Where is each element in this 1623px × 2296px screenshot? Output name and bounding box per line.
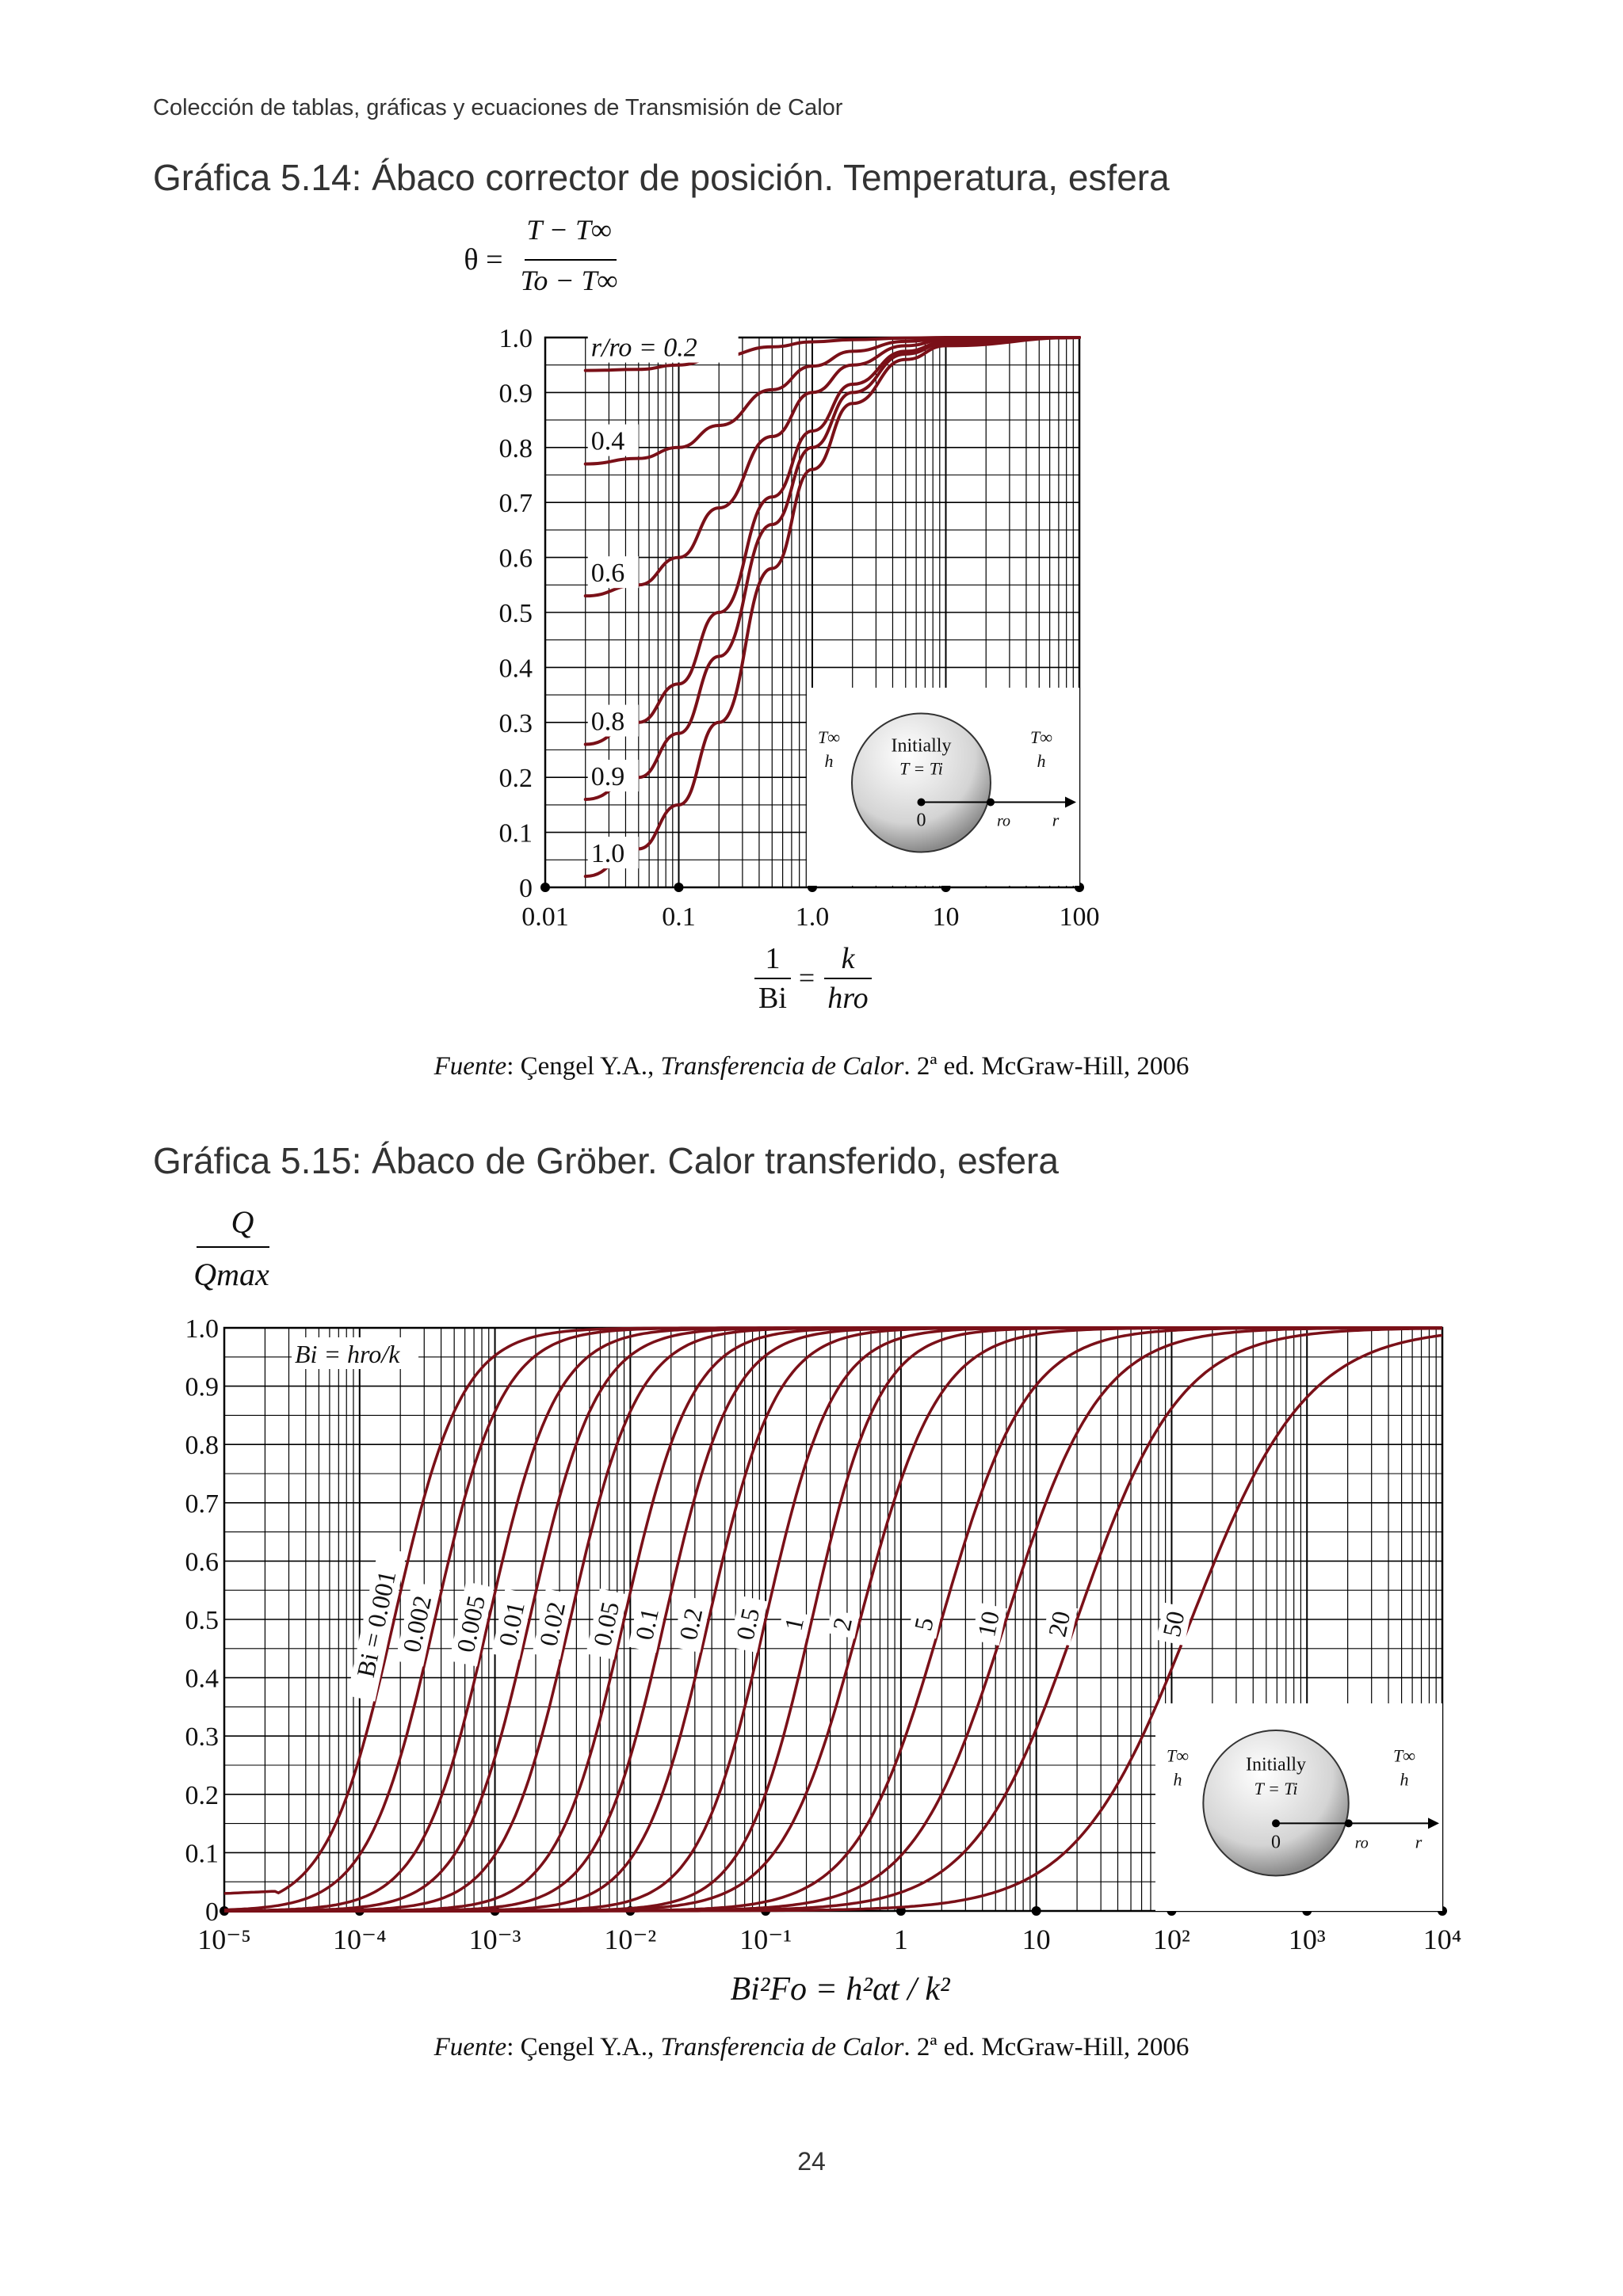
source-author: Çengel Y.A., — [520, 1052, 655, 1081]
page-number: 24 — [797, 2147, 826, 2176]
curve-label-group — [970, 1602, 1006, 1646]
y-tick-label: 0 — [205, 1897, 219, 1927]
y-tick-label: 1.0 — [185, 1314, 219, 1344]
curve-label-bi: 0.02 — [533, 1599, 571, 1649]
x-tick-label: 10 — [932, 902, 960, 932]
y-tick-label: 0.7 — [498, 489, 533, 519]
curve-label-r: 0.8 — [590, 707, 625, 737]
curve-label-bi: 5 — [908, 1615, 939, 1634]
curve-label-bi: Bi = 0.001 — [350, 1568, 402, 1680]
curve-label-bi: 20 — [1042, 1608, 1076, 1640]
source-label: Fuente — [433, 2033, 507, 2061]
curve-label-bi: 0.2 — [673, 1605, 708, 1643]
inset-ro-label: ro — [1354, 1834, 1369, 1852]
xlabel-bi: Bi — [758, 982, 787, 1015]
inset-t-equals-ti: T = Ti — [899, 758, 943, 779]
inset-r-label: r — [1052, 810, 1060, 830]
curve-label-group — [907, 1609, 941, 1638]
curve-label-bi: 0.005 — [450, 1592, 491, 1655]
curve-r-0.8 — [586, 338, 1079, 745]
source-book: Transferencia de Calor — [660, 1052, 904, 1081]
xlabel-one: 1 — [765, 942, 781, 975]
legend-bi-label: Bi = hro/k — [295, 1340, 400, 1368]
y-tick-label: 0.3 — [185, 1722, 219, 1753]
x-tick-label: 1 — [893, 1924, 908, 1955]
y-tick-label: 0.1 — [185, 1839, 219, 1869]
figure-title: Gráfica 5.14: Ábaco corrector de posición. Temperatura, esfera — [153, 157, 1170, 198]
inset-ro-label: ro — [996, 812, 1011, 830]
inset-origin-zero: 0 — [1271, 1832, 1281, 1853]
x-axis-label: Bi²Fo = h²αt / k² — [730, 1971, 950, 2008]
chart-grober-heat — [0, 1196, 1623, 2008]
inset-origin-zero: 0 — [916, 810, 926, 831]
x-tick-label: 10⁻¹ — [739, 1924, 792, 1955]
y-tick-label: 0.6 — [498, 543, 533, 574]
source-book: Transferencia de Calor — [660, 2033, 904, 2061]
y-tick-label: 0.9 — [498, 379, 533, 409]
y-tick-label: 0.4 — [498, 654, 533, 684]
sphere-shape — [852, 714, 991, 852]
figure-source: Fuente: Çengel Y.A., Transferencia de Calor. 2ª ed. McGraw-Hill, 2006 — [433, 1052, 1190, 1081]
xlabel-hro: hro — [827, 982, 869, 1015]
curve-label-bi: 0.05 — [587, 1599, 625, 1649]
x-tick-label: 10⁴ — [1423, 1924, 1462, 1955]
y-tick-label: 0.6 — [185, 1547, 219, 1577]
inset-h-right: h — [1037, 751, 1046, 771]
sphere-shape — [1203, 1730, 1348, 1875]
inset-initially: Initially — [1246, 1754, 1307, 1775]
curve-label-bi: 0.1 — [629, 1605, 664, 1643]
curve-label-r: r/ro = 0.2 — [590, 333, 697, 363]
inset-h-left: h — [824, 751, 834, 771]
ylabel-q: Q — [231, 1204, 254, 1240]
source-label: Fuente — [433, 1052, 507, 1081]
ylabel-theta: θ = — [464, 243, 503, 277]
x-tick-label: 10⁻³ — [468, 1924, 521, 1955]
inset-h-left: h — [1173, 1769, 1182, 1790]
inset-t-inf-right: T∞ — [1030, 727, 1052, 747]
inset-t-inf-right: T∞ — [1393, 1745, 1415, 1766]
x-tick-label: 1.0 — [795, 902, 830, 932]
y-tick-label: 0.5 — [185, 1606, 219, 1635]
x-tick-label: 10⁻⁴ — [332, 1924, 387, 1955]
x-tick-label: 10² — [1153, 1924, 1190, 1955]
x-tick-label: 10⁻² — [604, 1924, 657, 1955]
inset-r-label: r — [1415, 1832, 1423, 1852]
inset-t-inf-left: T∞ — [1167, 1745, 1189, 1766]
x-tick-mark — [540, 883, 550, 892]
curve-label-bi: 1 — [778, 1615, 810, 1634]
curve-label-group — [826, 1609, 859, 1638]
curve-label-bi: 0.5 — [730, 1605, 766, 1643]
curve-label-group — [671, 1596, 711, 1653]
ylabel-qmax: Qmax — [193, 1257, 269, 1292]
figure-source: Fuente: Çengel Y.A., Transferencia de Calor. 2ª ed. McGraw-Hill, 2006 — [433, 2033, 1190, 2061]
curve-label-r: 0.4 — [590, 426, 625, 456]
y-tick-label: 0 — [519, 874, 533, 903]
source-author: Çengel Y.A., — [520, 2033, 655, 2061]
inset-t-inf-left: T∞ — [818, 727, 840, 747]
y-tick-label: 0.8 — [185, 1431, 219, 1461]
ylabel-denominator: To − T∞ — [520, 265, 618, 296]
y-tick-label: 1.0 — [498, 324, 533, 353]
curve-label-group — [1155, 1602, 1192, 1646]
y-tick-label: 0.2 — [185, 1780, 219, 1810]
y-tick-label: 0.8 — [498, 433, 533, 463]
chart-position-correction — [0, 206, 1623, 1030]
inset-h-right: h — [1400, 1769, 1409, 1790]
x-tick-label: 10⁻⁵ — [197, 1924, 251, 1955]
y-tick-label: 0.1 — [498, 818, 533, 849]
curve-label-bi: 0.01 — [492, 1599, 530, 1649]
running-header: Colección de tablas, gráficas y ecuaciones de Transmisión de Calor — [153, 95, 843, 120]
x-tick-label: 100 — [1059, 902, 1100, 932]
y-tick-label: 0.3 — [498, 708, 533, 738]
x-tick-mark — [1032, 1906, 1041, 1916]
y-tick-label: 0.5 — [498, 599, 533, 628]
curve-label-group — [628, 1596, 667, 1653]
x-tick-label: 10 — [1022, 1924, 1051, 1955]
inset-t-equals-ti: T = Ti — [1254, 1778, 1298, 1798]
x-tick-label: 0.01 — [521, 902, 569, 932]
curve-label-bi: 10 — [972, 1608, 1005, 1640]
figure-title: Gráfica 5.15: Ábaco de Gröber. Calor transferido, esfera — [153, 1140, 1059, 1181]
y-tick-label: 0.4 — [185, 1664, 219, 1694]
curve-label-r: 0.6 — [590, 559, 625, 589]
x-tick-label: 0.1 — [662, 902, 696, 932]
curve-label-bi: 0.002 — [396, 1592, 437, 1655]
xlabel-equals: = — [798, 962, 815, 994]
inset-initially: Initially — [891, 735, 952, 757]
y-tick-label: 0.2 — [498, 764, 533, 794]
source-edition: . 2ª ed. McGraw-Hill, 2006 — [903, 1052, 1190, 1081]
y-tick-label: 0.9 — [185, 1372, 219, 1402]
curve-label-bi: 2 — [827, 1615, 857, 1634]
x-tick-mark — [674, 883, 684, 892]
curve-label-group — [728, 1596, 768, 1653]
curve-label-group — [1041, 1602, 1078, 1646]
curve-label-r: 1.0 — [590, 839, 625, 869]
ylabel-numerator: T − T∞ — [526, 214, 612, 246]
x-tick-label: 10³ — [1288, 1924, 1326, 1955]
curve-label-bi: 50 — [1156, 1608, 1190, 1640]
curve-label-r: 0.9 — [590, 761, 625, 791]
xlabel-k: k — [841, 942, 855, 975]
y-tick-label: 0.7 — [185, 1489, 219, 1519]
source-edition: . 2ª ed. McGraw-Hill, 2006 — [903, 2033, 1190, 2061]
